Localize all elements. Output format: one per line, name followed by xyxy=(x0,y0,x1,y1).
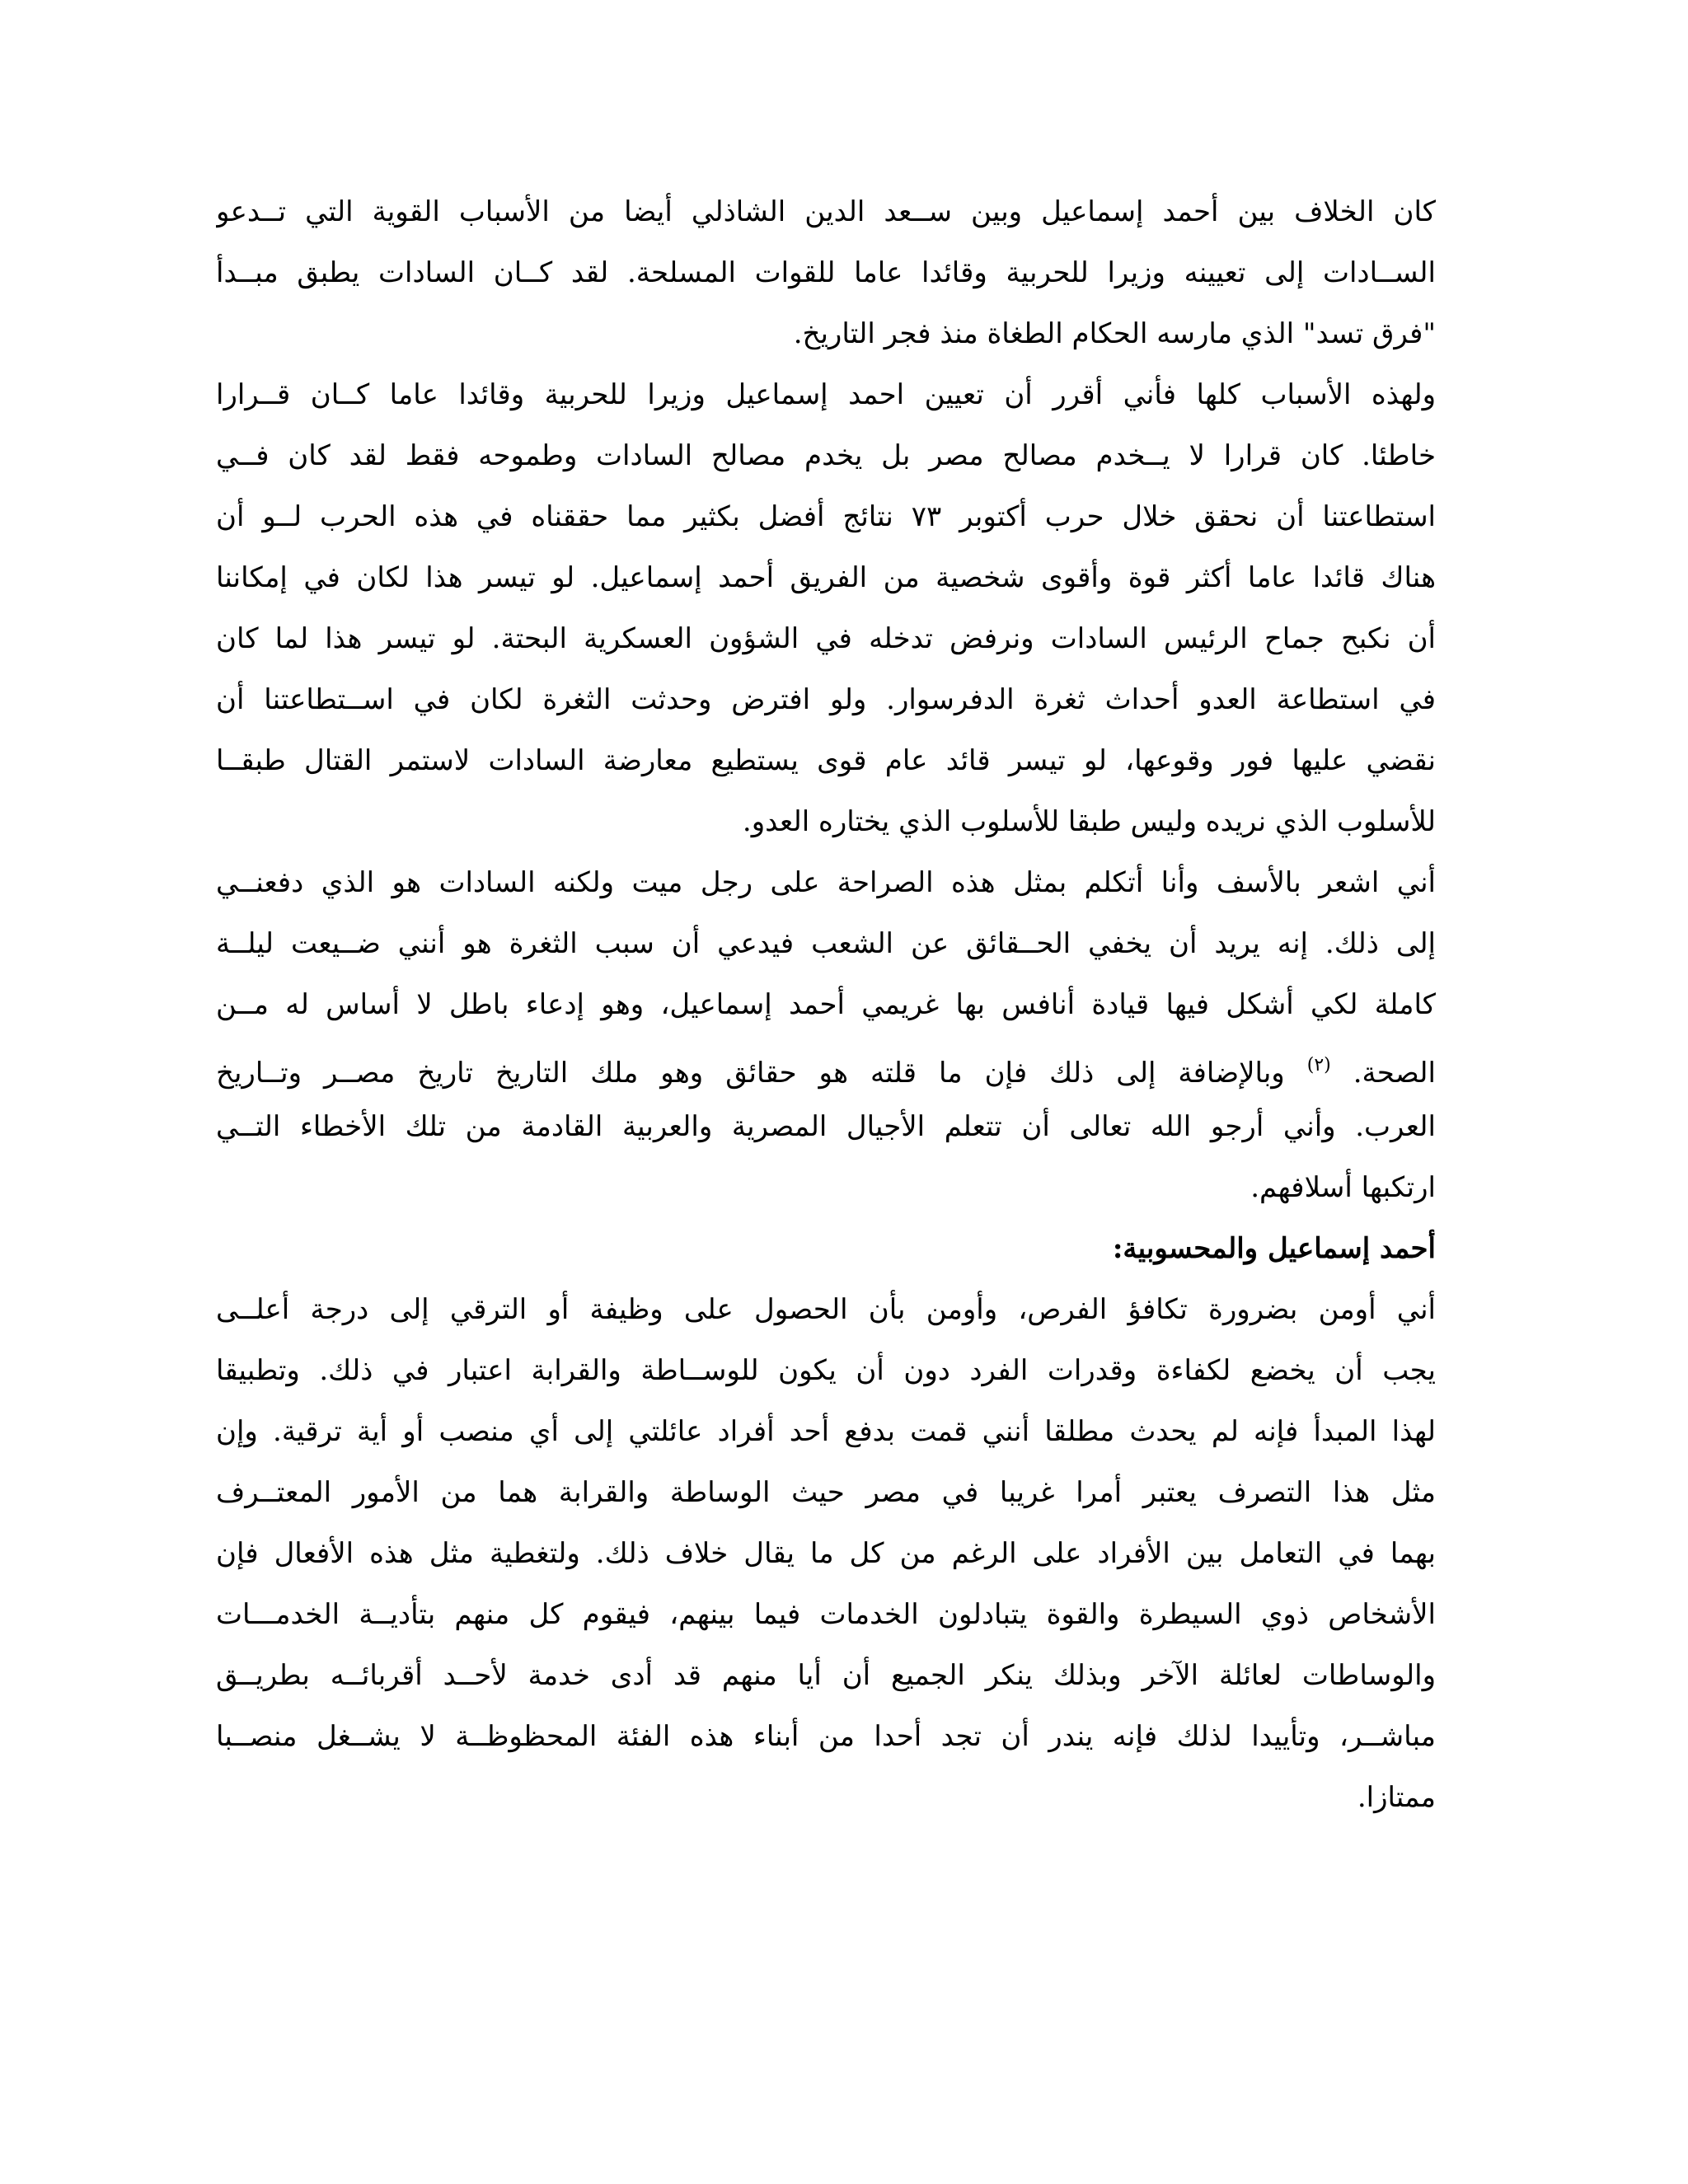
section-heading: أحمد إسماعيل والمحسوبية: xyxy=(1112,1232,1436,1265)
text-line: استطاعتنا أن نحقق خلال حرب أكتوبر ٧٣ نتائج أفضل بكثير مما حققناه في هذه الحرب لــو أن xyxy=(216,500,1436,533)
text-line: كاملة لكي أشكل فيها قيادة أنافس بها غريمي أحمد إسماعيل، وهو إدعاء باطل لا أساس له مــن xyxy=(216,988,1436,1021)
footnote-reference[interactable]: (٢) xyxy=(1306,1055,1331,1076)
text-line: "فرق تسد" الذي مارسه الحكام الطغاة منذ فجر التاريخ. xyxy=(793,317,1436,350)
text-line: بهما في التعامل بين الأفراد على الرغم من كل ما يقال خلاف ذلك. ولتغطية مثل هذه الأفعال فإن xyxy=(216,1537,1436,1570)
text-line: إلى ذلك. إنه يريد أن يخفي الحــقائق عن الشعب فيدعي أن سبب الثغرة هو أنني ضــيعت ليلــة xyxy=(216,927,1436,960)
text-line: هناك قائدا عاما أكثر قوة وأقوى شخصية من الفريق أحمد إسماعيل. لو تيسر هذا لكان في إمكاننا xyxy=(216,561,1436,594)
text-line: والوساطات لعائلة الآخر وبذلك ينكر الجميع أن أيا منهم قد أدى خدمة لأحــد أقربائــه بطريــق xyxy=(216,1659,1436,1692)
text-line: أني أومن بضرورة تكافؤ الفرص، وأومن بأن الحصول على وظيفة أو الترقي إلى درجة أعلــى xyxy=(216,1293,1436,1326)
text-line: مباشــر، وتأييدا لذلك فإنه يندر أن تجد أحدا من أبناء هذه الفئة المحظوظــة لا يشــغل منصــبا xyxy=(216,1720,1436,1753)
paragraph-4 xyxy=(216,1279,1436,1828)
paragraph-2 xyxy=(216,364,1436,852)
text-line: نقضي عليها فور وقوعها، لو تيسر قائد عام قوى يستطيع معارضة السادات لاستمر القتال طبقــا xyxy=(216,744,1436,777)
footnote-line-end: وبالإضافة إلى ذلك فإن ما قلته هو حقائق وهو ملك التاريخ تاريخ مصــر وتــاريخ xyxy=(216,1057,1285,1090)
text-line: مثل هذا التصرف يعتبر أمرا غريبا في مصر حيث الوساطة والقرابة هما من الأمور المعتــرف xyxy=(216,1476,1436,1509)
text-line: أني اشعر بالأسف وأنا أتكلم بمثل هذه الصراحة على رجل ميت ولكنه السادات هو الذي دفعنــي xyxy=(216,866,1436,899)
text-line: خاطئا. كان قرارا لا يــخدم مصالح مصر بل يخدم مصالح السادات وطموحه فقط لقد كان فــي xyxy=(216,439,1436,472)
text-line: في استطاعة العدو أحداث ثغرة الدفرسوار. ولو افترض وحدثت الثغرة لكان في اســتطاعتنا أن xyxy=(216,683,1436,716)
text-line: الأشخاص ذوي السيطرة والقوة يتبادلون الخدمات فيما بينهم، فيقوم كل منهم بتأديــة الخدمـــات xyxy=(216,1598,1436,1631)
footnote-line-start: الصحة. xyxy=(1353,1057,1436,1090)
paragraph-1 xyxy=(216,181,1436,364)
text-line: العرب. وأني أرجو الله تعالى أن تتعلم الأجيال المصرية والعربية القادمة من تلك الأخطاء التــي xyxy=(216,1110,1436,1143)
document-body xyxy=(216,181,1436,1828)
text-line: أن نكبح جماح الرئيس السادات ونرفض تدخله في الشؤون العسكرية البحتة. لو تيسر هذا لما كان xyxy=(216,622,1436,655)
text-line: ولهذه الأسباب كلها فأني أقرر أن تعيين احمد إسماعيل وزيرا للحربية وقائدا عاما كــان قــرارا xyxy=(216,378,1436,411)
text-line-with-footnote xyxy=(216,1035,1436,1096)
text-line: الســادات إلى تعيينه وزيرا للحربية وقائدا عاما للقوات المسلحة. لقد كــان السادات يطبق مبــدأ xyxy=(216,256,1436,289)
text-line: للأسلوب الذي نريده وليس طبقا للأسلوب الذي يختاره العدو. xyxy=(742,805,1436,838)
text-line: كان الخلاف بين أحمد إسماعيل وبين ســعد الدين الشاذلي أيضا من الأسباب القوية التي تــدعو xyxy=(216,195,1436,228)
paragraph-3 xyxy=(216,852,1436,1218)
text-line: ممتازا. xyxy=(1357,1781,1436,1814)
text-line: ارتكبها أسلافهم. xyxy=(1250,1171,1436,1204)
text-line: لهذا المبدأ فإنه لم يحدث مطلقا أنني قمت بدفع أحد أفراد عائلتي إلى أي منصب أو أية ترقية. وإن xyxy=(216,1415,1436,1448)
text-line: يجب أن يخضع لكفاءة وقدرات الفرد دون أن يكون للوســاطة والقرابة اعتبار في ذلك. وتطبيقا xyxy=(216,1354,1436,1387)
